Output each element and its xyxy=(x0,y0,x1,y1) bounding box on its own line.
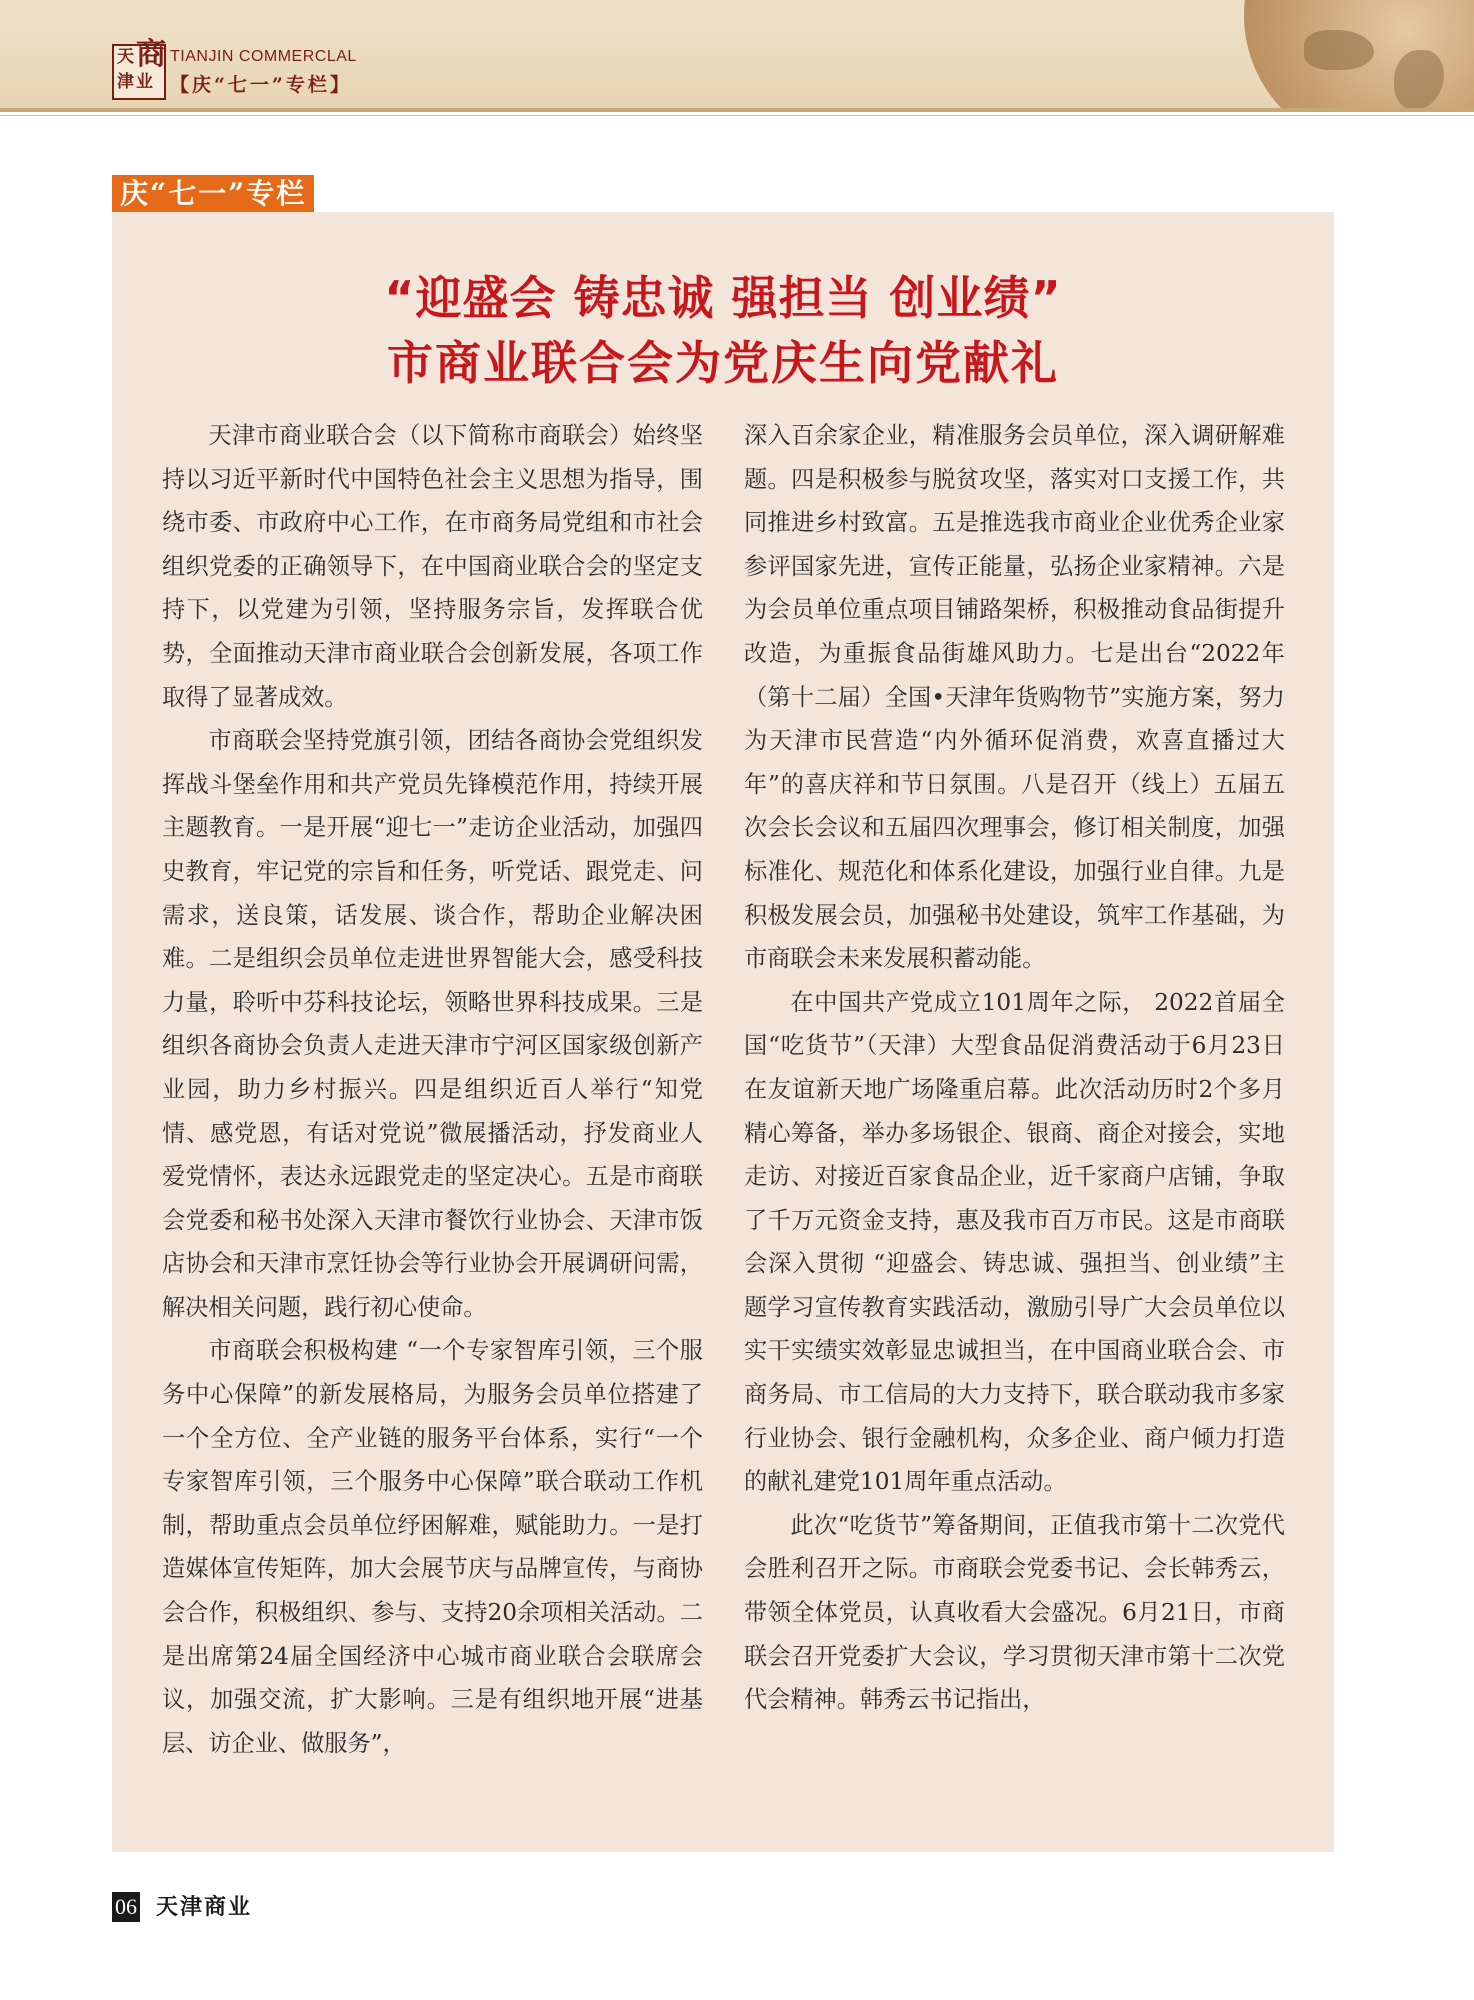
header-divider-thin xyxy=(0,115,1474,116)
article-title-line2: 市商业联合会为党庆生向党献礼 xyxy=(387,336,1059,390)
magazine-logo xyxy=(112,37,166,100)
article-column-right xyxy=(744,414,1285,1722)
page-number: 06 xyxy=(112,1892,140,1922)
section-tag: 庆“七一”专栏 xyxy=(112,175,314,212)
paragraph: 此次“吃货节”筹备期间，正值我市第十二次党代会胜利召开之际。市商联会党委书记、会长韩秀云，带领全体党员，认真收看大会盛况。6月21日，市商联会召开党委扩大会议，学习贯彻天津市第十二次党代会精神。韩秀云书记指出， xyxy=(744,1511,1285,1714)
paragraph: 在中国共产党成立101周年之际， 2022首届全国“吃货节”（天津）大型食品促消费活动于6月23日在友谊新天地广场隆重启幕。此次活动历时2个多月精心筹备，举办多场银企、银商、商企对接会，实地走访、对接近百家食品企业，近千家商户店铺，争取了千万元资金支持，惠及我市百万市民。这是市商联会深入贯彻 “迎盛会、铸忠诚、强担当、创业绩”主题学习宣传教育实践活动，激励引导广大会员单位以实干实绩实效彰显忠诚担当，在中国商业联合会、市商务局、市工信局的大力支持下，联合联动我市多家行业协会、银行金融机构，众多企业、商户倾力打造的献礼建党101周年重点活动。 xyxy=(744,988,1285,1496)
page-header xyxy=(0,0,1474,108)
logo-char: 商 xyxy=(136,37,166,72)
article-column-left xyxy=(162,414,703,1765)
paragraph: 市商联会坚持党旗引领，团结各商协会党组织发挥战斗堡垒作用和共产党员先锋模范作用，持续开展主题教育。一是开展“迎七一”走访企业活动，加强四史教育，牢记党的宗旨和任务，听党话、跟党走、问需求，送良策，话发展、谈合作，帮助企业解决困难。二是组织会员单位走进世界智能大会，感受科技力量，聆听中芬科技论坛，领略世界科技成果。三是组织各商协会负责人走进天津市宁河区国家级创新产业园，助力乡村振兴。四是组织近百人举行“知党情、感党恩，有话对党说”微展播活动，抒发商业人爱党情怀，表达永远跟党走的坚定决心。五是市商联会党委和秘书处深入天津市餐饮行业协会、天津市饭店协会和天津市烹饪协会等行业协会开展调研问需，解决相关问题，践行初心使命。 xyxy=(162,727,703,1321)
logo-char: 业 xyxy=(136,72,153,92)
footer-magazine-name: 天津商业 xyxy=(156,1894,253,1920)
magazine-english-name: TIANJIN COMMERCLAL xyxy=(170,48,357,65)
globe-decoration xyxy=(1244,0,1474,108)
paragraph-continued: 深入百余家企业，精准服务会员单位，深入调研解难题。四是积极参与脱贫攻坚，落实对口支援工作，共同推进乡村致富。五是推选我市商业企业优秀企业家参评国家先进，宣传正能量，弘扬企业家精神。六是为会员单位重点项目铺路架桥，积极推动食品街提升改造，为重振食品街雄风助力。七是出台“2022年（第十二届）全国•天津年货购物节”实施方案，努力为天津市民营造“内外循环促消费，欢喜直播过大年”的喜庆祥和节日氛围。八是召开（线上）五届五次会长会议和五届四次理事会，修订相关制度，加强标准化、规范化和体系化建设，加强行业自律。九是积极发展会员，加强秘书处建设，筑牢工作基础，为市商联会未来发展积蓄动能。 xyxy=(744,422,1285,973)
logo-char: 津 xyxy=(117,72,134,92)
column-label: 【庆“七一”专栏】 xyxy=(170,74,352,96)
header-divider xyxy=(0,108,1474,112)
article-panel xyxy=(112,212,1334,1852)
logo-char: 天 xyxy=(117,47,134,67)
paragraph: 天津市商业联合会（以下简称市商联会）始终坚持以习近平新时代中国特色社会主义思想为指导，围绕市委、市政府中心工作，在市商务局党组和市社会组织党委的正确领导下，在中国商业联合会的坚定支持下，以党建为引领，坚持服务宗旨，发挥联合优势，全面推动天津市商业联合会创新发展，各项工作取得了显著成效。 xyxy=(162,422,703,711)
article-title-line1: “迎盛会 铸忠诚 强担当 创业绩” xyxy=(384,271,1062,325)
paragraph: 市商联会积极构建 “一个专家智库引领，三个服务中心保障”的新发展格局，为服务会员单位搭建了一个全方位、全产业链的服务平台体系，实行“一个专家智库引领，三个服务中心保障”联合联动工作机制，帮助重点会员单位纾困解难，赋能助力。一是打造媒体宣传矩阵，加大会展节庆与品牌宣传，与商协会合作，积极组织、参与、支持20余项相关活动。二是出席第24届全国经济中心城市商业联合会联席会议，加强交流，扩大影响。三是有组织地开展“进基层、访企业、做服务”， xyxy=(162,1337,703,1757)
